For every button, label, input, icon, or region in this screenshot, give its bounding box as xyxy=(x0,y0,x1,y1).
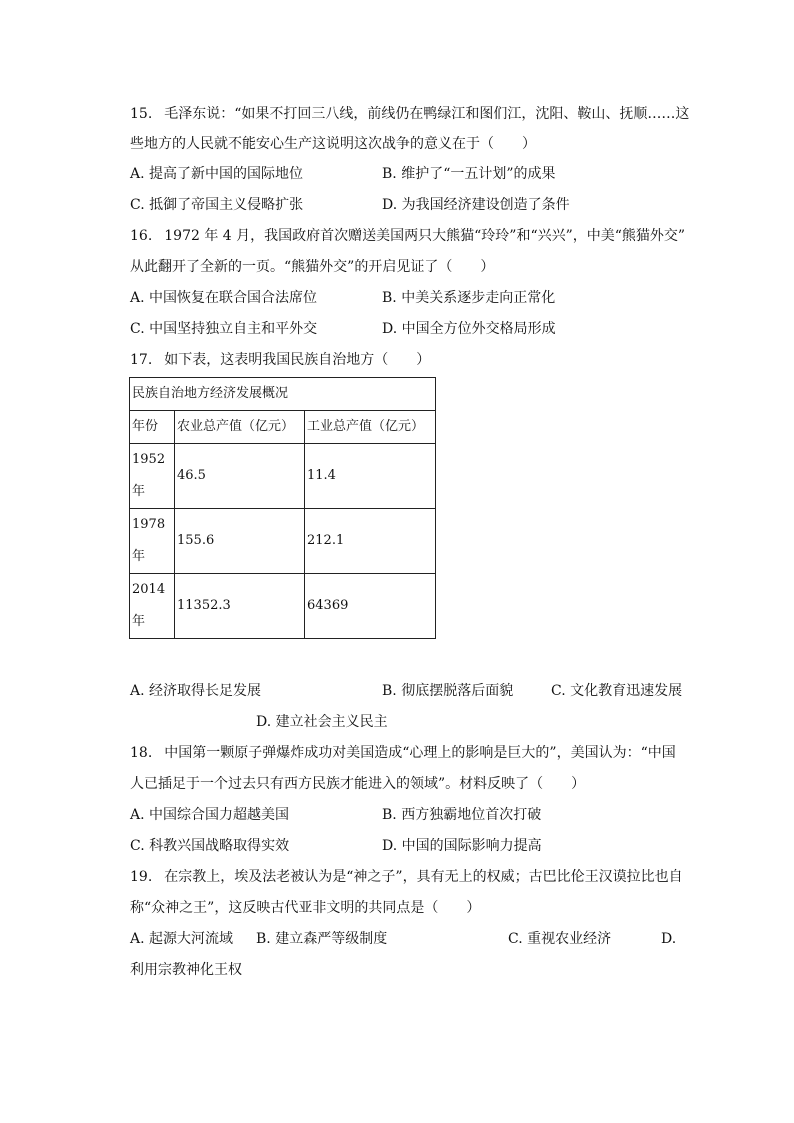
table-cell-agri: 11352.3 xyxy=(175,574,305,639)
q17-data-table xyxy=(129,377,436,639)
q18-stem-line2: 人已插足于一个过去只有西方民族才能进入的领域”。材料反映了（ ） xyxy=(130,776,586,792)
q15-stem-line2: 些地方的人民就不能安心生产这说明这次战争的意义在于（ ） xyxy=(130,136,536,152)
q16-stem-line1: 16. 1972 年 4 月，我国政府首次赠送美国两只大熊猫“玲玲”和“兴兴”，中美“熊猫外交” xyxy=(130,228,686,244)
q19-option-d-text: 利用宗教神化王权 xyxy=(130,962,242,978)
table-row xyxy=(130,444,436,509)
q16-option-a: A. 中国恢复在联合国合法席位 xyxy=(130,290,318,306)
table-row xyxy=(130,574,436,639)
q15-option-a: A. 提高了新中国的国际地位 xyxy=(130,166,304,182)
q18-option-b: B. 西方独霸地位首次打破 xyxy=(382,807,542,823)
table-cell-ind: 11.4 xyxy=(305,444,436,509)
q18-option-d: D. 中国的国际影响力提高 xyxy=(382,838,542,854)
q18-stem-line1: 18. 中国第一颗原子弹爆炸成功对美国造成“心理上的影响是巨大的”，美国认为：“中国 xyxy=(130,745,676,761)
table-cell-agri: 155.6 xyxy=(175,509,305,574)
q15-number: 15. xyxy=(130,106,153,122)
q17-option-a: A. 经济取得长足发展 xyxy=(130,683,262,699)
table-cell-year: 1978 年 xyxy=(130,509,175,574)
q18-number: 18. xyxy=(130,745,153,761)
q17-option-b: B. 彻底摆脱落后面貌 xyxy=(382,683,514,699)
table-cell-ind: 64369 xyxy=(305,574,436,639)
q19-option-b: B. 建立森严等级制度 xyxy=(256,931,388,947)
table-cell-ind: 212.1 xyxy=(305,509,436,574)
q19-stem-line2: 称“众神之王”，这反映古代亚非文明的共同点是（ ） xyxy=(130,900,481,916)
q16-option-c: C. 中国坚持独立自主和平外交 xyxy=(130,321,318,337)
q17-option-c: C. 文化教育迅速发展 xyxy=(551,683,683,699)
q16-option-b: B. 中美关系逐步走向正常化 xyxy=(382,290,556,306)
q16-stem-line2: 从此翻开了全新的一页。“熊猫外交”的开启见证了（ ） xyxy=(130,259,495,275)
table-header-row xyxy=(130,411,436,444)
q16-option-d: D. 中国全方位外交格局形成 xyxy=(382,321,556,337)
table-cell-agri: 46.5 xyxy=(175,444,305,509)
q17-stem: 17. 如下表，这表明我国民族自治地方（ ） xyxy=(130,352,431,368)
q15-option-b: B. 维护了“一五计划”的成果 xyxy=(382,166,556,182)
q19-number: 19. xyxy=(130,869,153,885)
table-header-year: 年份 xyxy=(130,411,175,444)
q15-stem-line1: 15. 毛泽东说：“如果不打回三八线，前线仍在鸭绿江和图们江，沈阳、鞍山、抚顺……这 xyxy=(130,106,690,122)
table-row xyxy=(130,509,436,574)
table-header-ind: 工业总产值（亿元） xyxy=(305,411,436,444)
q15-option-c: C. 抵御了帝国主义侵略扩张 xyxy=(130,197,304,213)
table-caption-row xyxy=(130,378,436,411)
q18-option-c: C. 科教兴国战略取得实效 xyxy=(130,838,290,854)
q19-option-c: C. 重视农业经济 xyxy=(508,931,612,947)
table-cell-year: 2014 年 xyxy=(130,574,175,639)
q15-option-d: D. 为我国经济建设创造了条件 xyxy=(382,197,570,213)
q19-option-a: A. 起源大河流域 xyxy=(130,931,234,947)
q19-option-d-label: D. xyxy=(661,931,677,947)
q18-option-a: A. 中国综合国力超越美国 xyxy=(130,807,290,823)
q16-number: 16. xyxy=(130,228,153,244)
table-header-agri: 农业总产值（亿元） xyxy=(175,411,305,444)
table-caption: 民族自治地方经济发展概况 xyxy=(130,378,436,411)
q19-stem-line1: 19. 在宗教上，埃及法老被认为是“神之子”，具有无上的权威；古巴比伦王汉谟拉比也自 xyxy=(130,869,683,885)
q17-option-d: D. 建立社会主义民主 xyxy=(256,714,388,730)
table-cell-year: 1952 年 xyxy=(130,444,175,509)
q17-number: 17. xyxy=(130,352,153,368)
